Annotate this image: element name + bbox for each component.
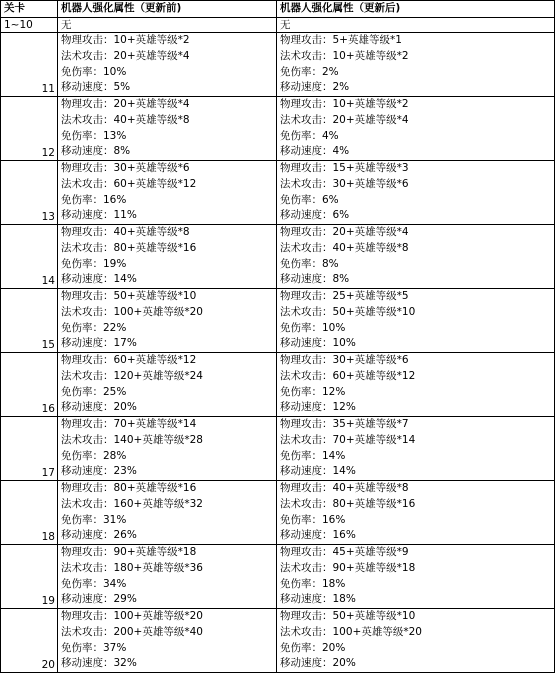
stat-line: 法术攻击：40+英雄等级*8: [61, 113, 190, 126]
table-row: [1, 609, 555, 673]
stat-line: 免伤率：6%: [280, 193, 339, 206]
stat-line: 物理攻击：10+英雄等级*2: [280, 98, 409, 110]
stat-line: 法术攻击：20+英雄等级*4: [280, 113, 409, 126]
table-row: [1, 417, 555, 481]
table-row: [1, 225, 555, 289]
after-cell[interactable]: [277, 33, 555, 97]
table-row: [1, 545, 555, 609]
before-cell[interactable]: [58, 289, 277, 353]
stat-line: 移动速度：26%: [61, 529, 137, 542]
stat-line: 移动速度：18%: [280, 593, 356, 606]
stat-line: 移动速度：16%: [280, 529, 356, 542]
after-cell[interactable]: [277, 97, 555, 161]
header-before[interactable]: 机器人强化属性（更新前): [58, 1, 277, 18]
level-cell[interactable]: 15: [1, 289, 58, 353]
stat-line: 法术攻击：70+英雄等级*14: [280, 433, 416, 446]
stat-line: 移动速度：4%: [280, 145, 350, 158]
stat-line: 免伤率：4%: [280, 129, 339, 142]
stat-line: 免伤率：19%: [61, 257, 127, 270]
stat-line: 免伤率：14%: [280, 449, 346, 462]
table-row: [1, 481, 555, 545]
stat-line: 法术攻击：160+英雄等级*32: [61, 497, 203, 510]
level-cell[interactable]: 18: [1, 481, 58, 545]
stat-line: 物理攻击：15+英雄等级*3: [280, 162, 409, 174]
stat-line: 移动速度：12%: [280, 401, 356, 414]
stat-line: 法术攻击：60+英雄等级*12: [280, 369, 416, 382]
stat-line: 物理攻击：50+英雄等级*10: [280, 610, 416, 622]
before-cell[interactable]: [58, 609, 277, 673]
stat-line: 移动速度：20%: [61, 401, 137, 414]
level-cell[interactable]: 11: [1, 33, 58, 97]
stat-line: 物理攻击：10+英雄等级*2: [61, 34, 190, 46]
stat-line: 物理攻击：20+英雄等级*4: [61, 98, 190, 110]
before-cell[interactable]: 无: [58, 18, 277, 33]
stat-line: 免伤率：28%: [61, 449, 127, 462]
stat-line: 法术攻击：60+英雄等级*12: [61, 177, 197, 190]
stat-line: 免伤率：20%: [280, 641, 346, 654]
stat-line: 免伤率：13%: [61, 129, 127, 142]
level-cell[interactable]: 12: [1, 97, 58, 161]
stat-line: 免伤率：16%: [61, 193, 127, 206]
stat-line: 移动速度：2%: [280, 81, 350, 94]
stat-line: 移动速度：10%: [280, 337, 356, 350]
stat-line: 法术攻击：80+英雄等级*16: [280, 497, 416, 510]
stat-line: 移动速度：8%: [280, 273, 350, 286]
level-cell[interactable]: 17: [1, 417, 58, 481]
stat-line: 免伤率：34%: [61, 577, 127, 590]
table-row: [1, 161, 555, 225]
after-cell[interactable]: [277, 609, 555, 673]
before-cell[interactable]: [58, 353, 277, 417]
stat-line: 物理攻击：25+英雄等级*5: [280, 290, 409, 302]
stat-line: 物理攻击：45+英雄等级*9: [280, 546, 409, 558]
stat-line: 法术攻击：80+英雄等级*16: [61, 241, 197, 254]
stat-line: 法术攻击：90+英雄等级*18: [280, 561, 416, 574]
after-cell[interactable]: [277, 417, 555, 481]
stat-line: 移动速度：11%: [61, 209, 137, 222]
before-cell[interactable]: [58, 481, 277, 545]
stat-line: 物理攻击：30+英雄等级*6: [280, 354, 409, 366]
stat-line: 移动速度：5%: [61, 81, 131, 94]
before-cell[interactable]: [58, 33, 277, 97]
after-cell[interactable]: [277, 289, 555, 353]
stat-line: 法术攻击：10+英雄等级*2: [280, 49, 409, 62]
level-cell[interactable]: 1~10: [1, 18, 58, 33]
level-cell[interactable]: 16: [1, 353, 58, 417]
after-cell[interactable]: [277, 225, 555, 289]
header-row: [1, 1, 555, 18]
stat-line: 免伤率：31%: [61, 513, 127, 526]
stat-line: 移动速度：17%: [61, 337, 137, 350]
stat-line: 移动速度：14%: [61, 273, 137, 286]
stat-line: 免伤率：2%: [280, 65, 339, 78]
table-row: [1, 353, 555, 417]
stat-line: 物理攻击：30+英雄等级*6: [61, 162, 190, 174]
stat-line: 物理攻击：35+英雄等级*7: [280, 418, 409, 430]
stat-line: 免伤率：18%: [280, 577, 346, 590]
stat-line: 物理攻击：5+英雄等级*1: [280, 34, 402, 46]
level-cell[interactable]: 13: [1, 161, 58, 225]
stat-line: 法术攻击：30+英雄等级*6: [280, 177, 409, 190]
stat-line: 法术攻击：20+英雄等级*4: [61, 49, 190, 62]
after-cell[interactable]: [277, 545, 555, 609]
stat-line: 物理攻击：100+英雄等级*20: [61, 610, 203, 622]
stat-line: 物理攻击：60+英雄等级*12: [61, 354, 197, 366]
level-cell[interactable]: 14: [1, 225, 58, 289]
stat-line: 免伤率：22%: [61, 321, 127, 334]
before-cell[interactable]: [58, 417, 277, 481]
stat-line: 法术攻击：140+英雄等级*28: [61, 433, 203, 446]
after-cell[interactable]: [277, 353, 555, 417]
before-cell[interactable]: [58, 545, 277, 609]
stat-line: 物理攻击：40+英雄等级*8: [61, 226, 190, 238]
stat-line: 法术攻击：180+英雄等级*36: [61, 561, 203, 574]
stat-line: 免伤率：16%: [280, 513, 346, 526]
stat-line: 移动速度：29%: [61, 593, 137, 606]
stat-line: 免伤率：12%: [280, 385, 346, 398]
stat-line: 移动速度：8%: [61, 145, 131, 158]
stat-line: 免伤率：37%: [61, 641, 127, 654]
header-level[interactable]: 关卡: [1, 1, 58, 18]
stat-line: 物理攻击：40+英雄等级*8: [280, 482, 409, 494]
stat-line: 法术攻击：100+英雄等级*20: [61, 305, 203, 318]
level-cell[interactable]: 20: [1, 609, 58, 673]
table-row: [1, 97, 555, 161]
before-cell[interactable]: [58, 161, 277, 225]
stat-line: 法术攻击：50+英雄等级*10: [280, 305, 416, 318]
stat-line: 物理攻击：50+英雄等级*10: [61, 290, 197, 302]
stat-line: 移动速度：32%: [61, 657, 137, 670]
stat-line: 法术攻击：40+英雄等级*8: [280, 241, 409, 254]
stat-line: 物理攻击：70+英雄等级*14: [61, 418, 197, 430]
level-cell[interactable]: 19: [1, 545, 58, 609]
table-row: [1, 289, 555, 353]
stat-line: 法术攻击：200+英雄等级*40: [61, 625, 203, 638]
stat-line: 法术攻击：120+英雄等级*24: [61, 369, 203, 382]
before-cell[interactable]: [58, 97, 277, 161]
stat-line: 物理攻击：20+英雄等级*4: [280, 226, 409, 238]
stat-line: 免伤率：10%: [61, 65, 127, 78]
stat-line: 移动速度：20%: [280, 657, 356, 670]
stat-line: 免伤率：25%: [61, 385, 127, 398]
after-cell[interactable]: [277, 481, 555, 545]
stat-line: 移动速度：23%: [61, 465, 137, 478]
stat-line: 物理攻击：90+英雄等级*18: [61, 546, 197, 558]
stat-line: 免伤率：10%: [280, 321, 346, 334]
header-after[interactable]: 机器人强化属性（更新后): [277, 1, 555, 18]
after-cell[interactable]: 无: [277, 18, 555, 33]
stat-line: 法术攻击：100+英雄等级*20: [280, 625, 422, 638]
after-cell[interactable]: [277, 161, 555, 225]
stat-line: 物理攻击：80+英雄等级*16: [61, 482, 197, 494]
stat-line: 移动速度：6%: [280, 209, 350, 222]
table-row: [1, 18, 555, 33]
stat-line: 移动速度：14%: [280, 465, 356, 478]
stat-line: 免伤率：8%: [280, 257, 339, 270]
table-row: [1, 33, 555, 97]
before-cell[interactable]: [58, 225, 277, 289]
